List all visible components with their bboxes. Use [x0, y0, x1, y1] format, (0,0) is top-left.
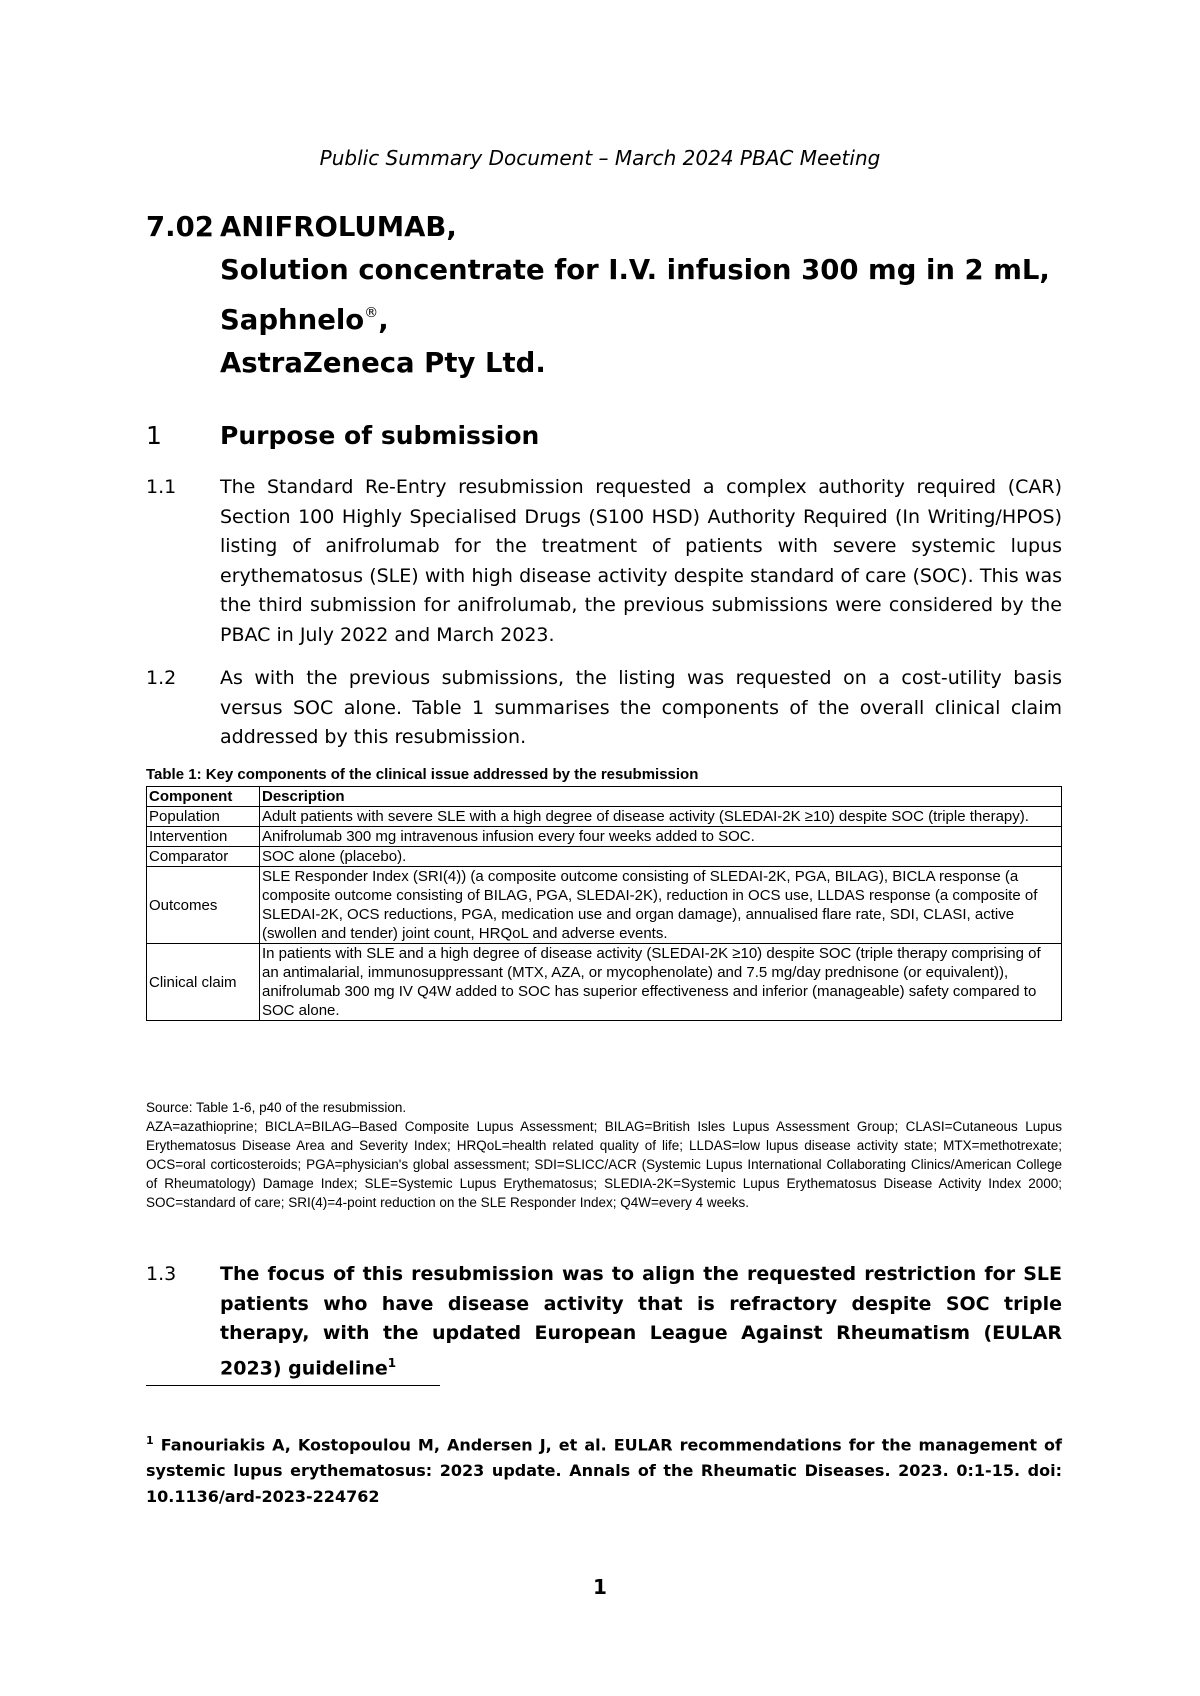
table-cell-component: Intervention	[147, 827, 260, 847]
footnote-text: Fanouriakis A, Kostopoulou M, Andersen J, et al. EULAR recommendations for the management of systemic lupus erythematosus: 2023 update. Annals of the Rheumatic Diseases. 2023. 0:1-15. doi: 10.1136/ard-2023-224762	[146, 1435, 1063, 1507]
table-cell-description: In patients with SLE and a high degree of disease activity (SLEDAI-2K ≥10) despite SOC (triple therapy comprising of an antimalarial, immunosuppressant (MTX, AZA, or mycophenolate) and 7.5 mg/day prednisone (or equivalent)), anifrolumab 300 mg IV Q4W added to SOC has superior effectiveness and inferior (manageable) safety compared to SOC alone.	[260, 944, 1062, 1021]
page-header: Public Summary Document – March 2024 PBAC Meeting	[319, 146, 881, 170]
table-cell-component: Outcomes	[147, 867, 260, 944]
paragraph-text: As with the previous submissions, the listing was requested on a cost-utility basis versus SOC alone. Table 1 summarises the components of the overall clinical claim addressed by this resubmission.	[220, 667, 1062, 748]
section-number: 1	[146, 421, 162, 450]
table-caption: Table 1: Key components of the clinical issue addressed by the resubmission	[146, 766, 699, 783]
drug-form: Solution concentrate for I.V. infusion 300 mg in 2 mL,	[220, 254, 1050, 286]
table-row	[147, 807, 1062, 827]
table-abbreviations: AZA=azathioprine; BICLA=BILAG–Based Composite Lupus Assessment; BILAG=British Isles Lupus Assessment Group; CLASI=Cutaneous Lupus Erythematosus Disease Area and Severity Index; HRQoL=health related quality of life; LLDAS=low lupus disease activity state; MTX=methotrexate; OCS=oral corticosteroids; PGA=physician's global assessment; SDI=SLICC/ACR (Systemic Lupus International Collaborating Clinics/American College of Rheumatology) Damage Index; SLE=Systemic Lupus Erythematosus; SLEDIA-2K=Systemic Lupus Erythematosus Disease Activity Index 2000; SOC=standard of care; SRI(4)=4-point reduction on the SLE Responder Index; Q4W=every 4 weeks.	[146, 1119, 1062, 1210]
title-row	[146, 206, 1066, 249]
table-cell-description: Adult patients with severe SLE with a high degree of disease activity (SLEDAI-2K ≥10) despite SOC (triple therapy).	[260, 807, 1062, 827]
section-title: Purpose of submission	[220, 421, 540, 450]
paragraph-text	[220, 1260, 1062, 1383]
footnote-mark: 1	[146, 1434, 154, 1447]
section-heading	[146, 421, 539, 450]
paragraph-number: 1.3	[146, 1263, 177, 1285]
sponsor-name: AstraZeneca Pty Ltd.	[220, 347, 546, 379]
table-row	[147, 867, 1062, 944]
title-block	[146, 206, 1066, 385]
table-cell-description: Anifrolumab 300 mg intravenous infusion every four weeks added to SOC.	[260, 827, 1062, 847]
paragraph-number: 1.2	[146, 667, 177, 689]
table-cell-description: SOC alone (placebo).	[260, 847, 1062, 867]
drug-name: ANIFROLUMAB,	[220, 211, 457, 243]
column-header: Component	[147, 787, 260, 807]
table-row	[147, 827, 1062, 847]
footnote-separator	[146, 1385, 440, 1386]
paragraph-1-3	[146, 1260, 1062, 1383]
table-cell-component: Comparator	[147, 847, 260, 867]
components-table	[146, 786, 1062, 1021]
brand-name-comma: ,	[378, 304, 389, 336]
paragraph-1-1	[146, 473, 1062, 650]
item-number: 7.02	[146, 211, 214, 243]
table-header-row	[147, 787, 1062, 807]
table-source: Source: Table 1-6, p40 of the resubmission.	[146, 1100, 407, 1115]
table-cell-description: SLE Responder Index (SRI(4)) (a composite outcome consisting of SLEDAI-2K, PGA, BILAG), BICLA response (a composite outcome consisting of BILAG, PGA, SLEDAI-2K), reduction in OCS use, LLDAS response (a composite of SLEDAI-2K, OCS reductions, PGA, medication use and organ damage), annualised flare rate, SDI, CLASI, active (swollen and tender) joint count, HRQoL and adverse events.	[260, 867, 1062, 944]
paragraph-1-2	[146, 664, 1062, 753]
footnote	[146, 1428, 1062, 1510]
registered-mark: ®	[364, 305, 379, 321]
table-row	[147, 944, 1062, 1021]
brand-name	[146, 292, 1066, 342]
table-cell-component: Clinical claim	[147, 944, 260, 1021]
table-notes	[146, 1098, 1062, 1212]
table-cell-component: Population	[147, 807, 260, 827]
paragraph-number: 1.1	[146, 476, 177, 498]
paragraph-text: The Standard Re-Entry resubmission requested a complex authority required (CAR) Section 100 Highly Specialised Drugs (S100 HSD) Authority Required (In Writing/HPOS) listing of anifrolumab for the treatment of patients with severe systemic lupus erythematosus (SLE) with high disease activity despite standard of care (SOC). This was the third submission for anifrolumab, the previous submissions were considered by the PBAC in July 2022 and March 2023.	[220, 476, 1062, 646]
table-row	[147, 847, 1062, 867]
paragraph-body: The focus of this resubmission was to align the requested restriction for SLE patients who have disease activity that is refractory despite SOC triple therapy, with the updated European League Against Rheumatism (EULAR 2023) guideline	[220, 1263, 1062, 1379]
footnote-reference: 1	[387, 1355, 397, 1370]
brand-name-text: Saphnelo	[220, 304, 365, 336]
column-header: Description	[260, 787, 1062, 807]
page-number: 1	[593, 1575, 607, 1599]
